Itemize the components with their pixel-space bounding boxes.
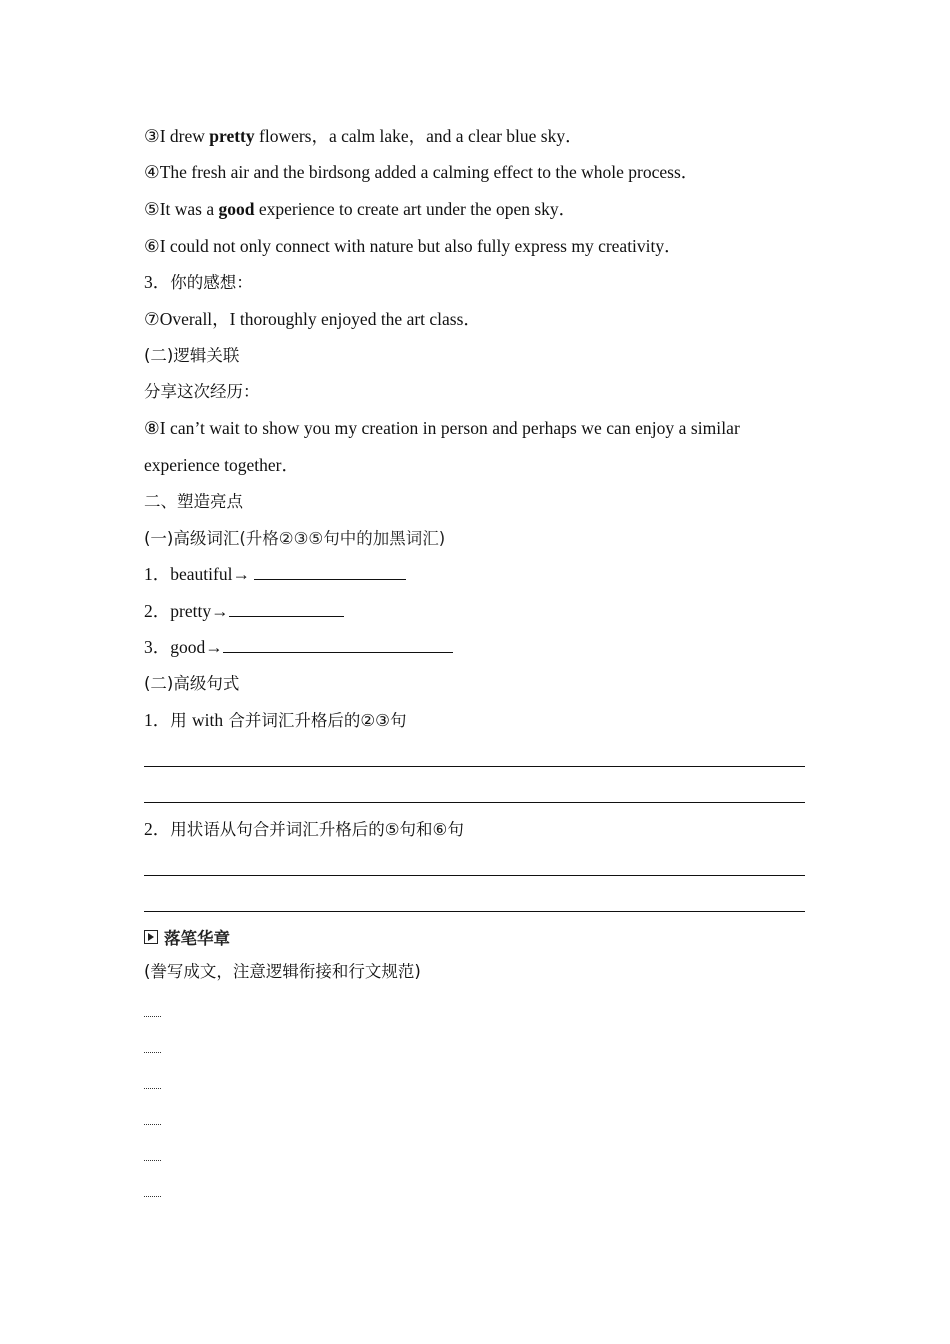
vocab-item-1: 1．beautiful→ — [144, 566, 406, 584]
sentence-8-line2: experience together． — [144, 455, 299, 475]
sentence-7: ⑦Overall，I thoroughly enjoyed the art class． — [144, 309, 481, 329]
final-section-title: 落笔华章 — [144, 925, 230, 949]
play-icon — [144, 930, 158, 944]
answer-blank[interactable] — [223, 650, 453, 653]
sentence-8-line1: ⑧I can’t wait to show you my creation in person and perhaps we can enjoy a similar — [144, 418, 740, 438]
writing-line[interactable] — [144, 1016, 161, 1017]
logic-heading: (二)逻辑关联 — [144, 346, 240, 365]
writing-line[interactable] — [144, 1124, 161, 1125]
answer-blank[interactable] — [229, 614, 344, 617]
part2-heading: 二、塑造亮点 — [144, 492, 243, 511]
answer-blank[interactable] — [254, 577, 406, 580]
feelings-heading: 3．你的感想： — [144, 272, 253, 292]
bold-word-good: good — [218, 199, 255, 219]
writing-line[interactable] — [144, 1088, 161, 1089]
sentence-3: ③I drew pretty flowers，a calm lake，and a clear blue sky． — [144, 126, 583, 146]
pattern-task-1: 1．用 with 合并词汇升格后的②③句 — [144, 710, 407, 730]
bold-word-pretty: pretty — [209, 126, 255, 146]
pattern-task-2: 2．用状语从句合并词汇升格后的⑤句和⑥句 — [144, 819, 464, 839]
share-heading: 分享这次经历： — [144, 382, 260, 401]
vocab-item-2: 2．pretty→ — [144, 603, 344, 621]
sentence-4: ④The fresh air and the birdsong added a calming effect to the whole process． — [144, 162, 699, 182]
answer-line[interactable] — [144, 766, 805, 767]
answer-line[interactable] — [144, 875, 805, 876]
writing-line[interactable] — [144, 1196, 161, 1197]
vocab-heading: (一)高级词汇(升格②③⑤句中的加黑词汇) — [144, 529, 446, 548]
final-instruction: (誊写成文，注意逻辑衔接和行文规范) — [144, 962, 421, 981]
writing-line[interactable] — [144, 1052, 161, 1053]
answer-line[interactable] — [144, 911, 805, 912]
sentence-patterns-heading: (二)高级句式 — [144, 674, 240, 693]
writing-line[interactable] — [144, 1160, 161, 1161]
sentence-6: ⑥I could not only connect with nature but also fully express my creativity． — [144, 236, 682, 256]
vocab-item-3: 3．good→ — [144, 639, 453, 657]
answer-line[interactable] — [144, 802, 805, 803]
sentence-5: ⑤It was a good experience to create art under the open sky． — [144, 199, 577, 219]
